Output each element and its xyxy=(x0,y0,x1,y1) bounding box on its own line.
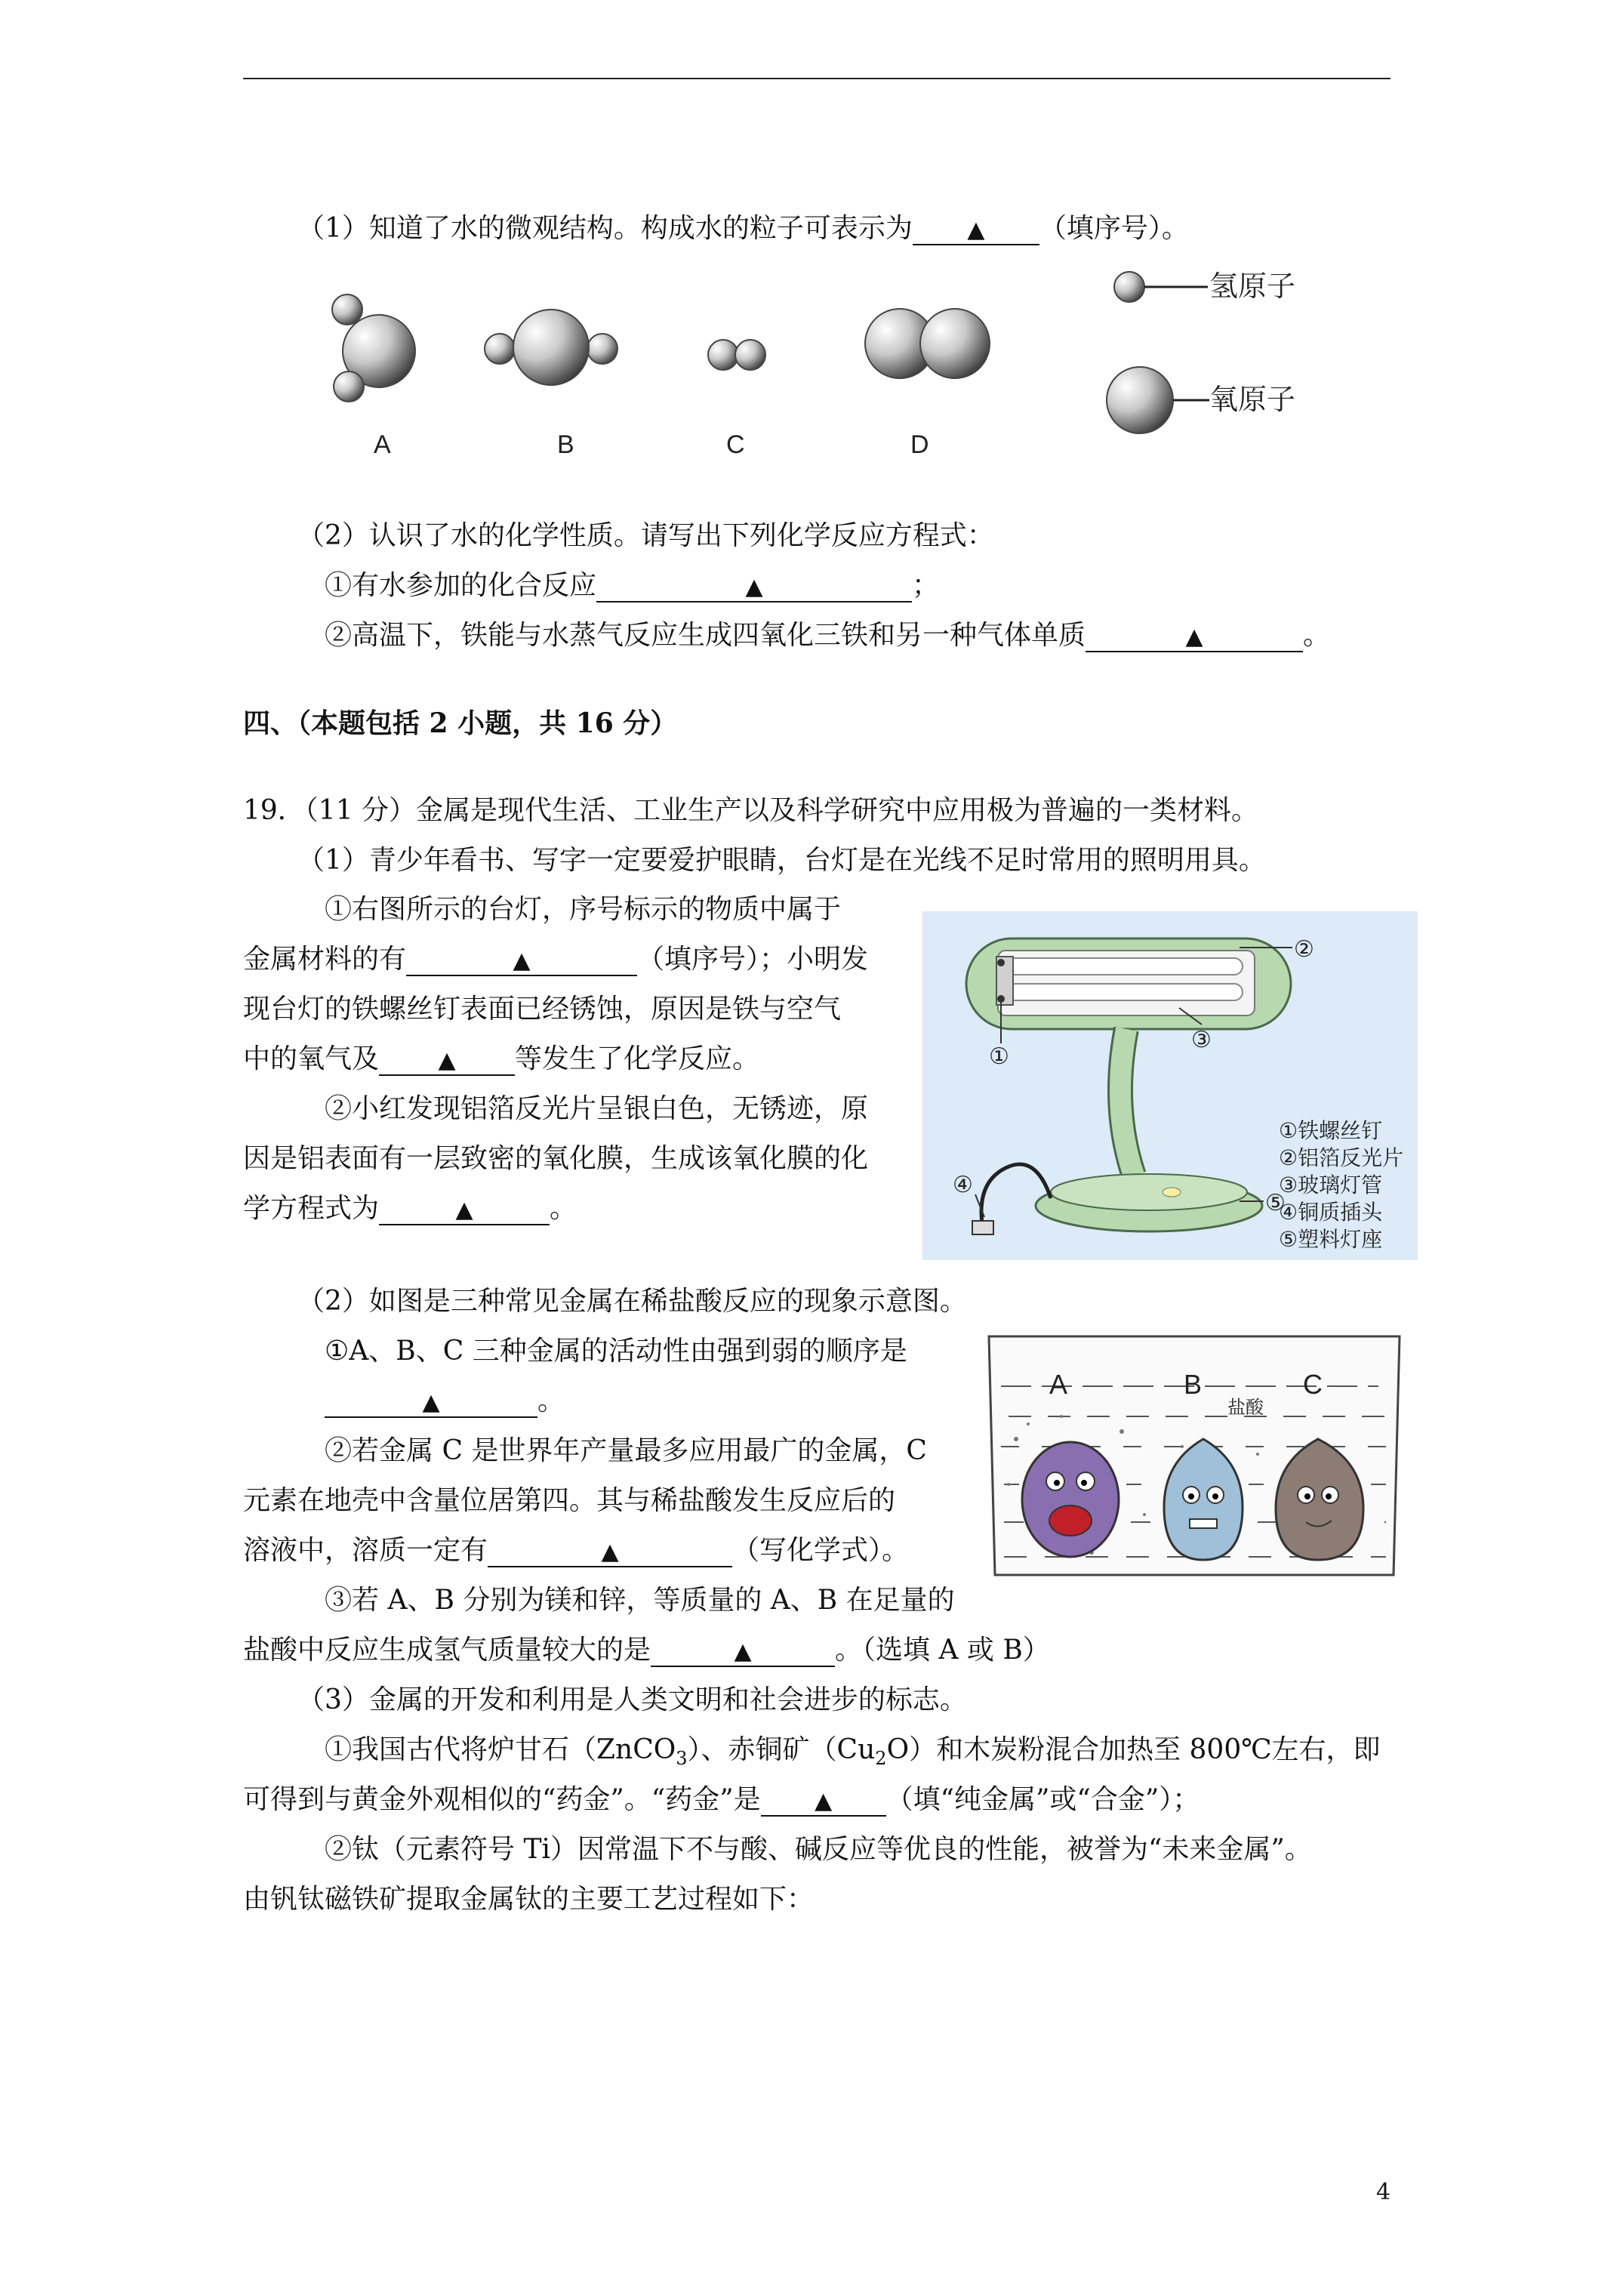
lamp-legend-5: ⑤塑料灯座 xyxy=(1279,1227,1383,1252)
q19-p2-blank-activity[interactable] xyxy=(325,1386,537,1418)
lamp-marker-4: ④ xyxy=(953,1172,973,1198)
molecule-label-b: B xyxy=(557,430,574,459)
q19-p3-l4: 由钒钛磁铁矿提取金属钛的主要工艺过程如下： xyxy=(243,1884,815,1915)
molecule-d xyxy=(865,309,990,378)
acid-liquid-label: 盐酸 xyxy=(1227,1397,1264,1418)
q19-p1-l6: 因是铝表面有一层致密的氧化膜，生成该氧化膜的化 xyxy=(243,1143,869,1174)
q19-p2-l4: 元素在地壳中含量位居第四。其与稀盐酸发生反应后的 xyxy=(243,1485,896,1516)
q18-item1-text: ①有水参加的化合反应 xyxy=(325,570,597,601)
lamp-legend-3: ③玻璃灯管 xyxy=(1279,1173,1383,1197)
acid-label-a: A xyxy=(1049,1369,1068,1400)
q19-p2-l6: ③若 A、B 分别为镁和锌，等质量的 A、B 在足量的 xyxy=(325,1585,955,1616)
legend-oxygen-label: 氧原子 xyxy=(1209,383,1296,416)
q18-part2-item2 xyxy=(325,618,1330,654)
q18-item2-blank[interactable] xyxy=(1086,621,1303,652)
header-rule xyxy=(243,78,1390,79)
q19-p1-l7-tail: 。 xyxy=(550,1193,577,1224)
q19-p3-l1-b: ）、赤铜矿（Cu xyxy=(687,1734,876,1765)
lamp-legend-2: ②铝箔反光片 xyxy=(1279,1145,1404,1170)
lamp-marker-1: ① xyxy=(989,1043,1009,1070)
q18-part2-intro: （2）认识了水的化学性质。请写出下列化学反应方程式： xyxy=(297,520,994,551)
q19-p2-l7 xyxy=(243,1632,1050,1669)
q19-p2-l2 xyxy=(325,1383,565,1419)
legend-hydrogen xyxy=(1114,270,1295,303)
metals-in-acid-drawing xyxy=(986,1333,1403,1581)
blank-triangle: ▲ xyxy=(438,1047,456,1074)
blank-triangle: ▲ xyxy=(967,217,985,243)
q19-p3-l3: ②钛（元素符号 Ti）因常温下不与酸、碱反应等优良的性能，被誉为“未来金属”。 xyxy=(325,1834,1312,1865)
blank-triangle: ▲ xyxy=(734,1638,752,1665)
lamp-marker-3: ③ xyxy=(1191,1027,1212,1053)
q19-p1-blank-rust[interactable] xyxy=(379,1044,515,1076)
q19-p3-l2-tail: （填“纯金属”或“合金”）； xyxy=(885,1784,1200,1815)
q18-part1-line xyxy=(297,211,1189,247)
molecule-a xyxy=(332,294,415,402)
q19-p1-blank-metal[interactable] xyxy=(406,945,637,976)
molecule-b xyxy=(485,310,617,385)
q19-part1-intro: （1）青少年看书、写字一定要爱护眼睛，台灯是在光线不足时常用的照明用具。 xyxy=(297,845,1266,876)
q18-item2-end: 。 xyxy=(1303,620,1331,651)
molecule-label-d: D xyxy=(910,430,929,459)
legend-oxygen xyxy=(1107,367,1295,433)
lamp-marker-2: ② xyxy=(1294,936,1314,963)
q19-p2-blank-solute[interactable] xyxy=(488,1536,732,1567)
q19-p2-l5-tail: （写化学式）。 xyxy=(732,1535,910,1566)
acid-label-b: B xyxy=(1184,1369,1203,1400)
legend-hydrogen-label: 氢原子 xyxy=(1209,270,1296,303)
blank-triangle: ▲ xyxy=(1185,624,1203,650)
q19-p1-l4-text: 中的氧气及 xyxy=(243,1043,380,1074)
q19-p1-l1: ①右图所示的台灯，序号标示的物质中属于 xyxy=(325,894,842,925)
q19-p2-l3: ②若金属 C 是世界年产量最多应用最广的金属，C xyxy=(325,1435,927,1466)
q19-p1-l7-text: 学方程式为 xyxy=(243,1193,380,1224)
q19-p2-l2-end: 。 xyxy=(537,1385,565,1416)
q18-part1-text: （1）知道了水的微观结构。构成水的粒子可表示为 xyxy=(297,213,913,244)
q19-p2-l5-text: 溶液中，溶质一定有 xyxy=(243,1535,488,1566)
q19-p3-sub-3: 3 xyxy=(676,1748,688,1770)
lamp-legend-4: ④铜质插头 xyxy=(1279,1200,1383,1225)
q19-part2-intro: （2）如图是三种常见金属在稀盐酸反应的现象示意图。 xyxy=(297,1286,967,1317)
q19-p3-l2-text: 可得到与黄金外观相似的“药金”。“药金”是 xyxy=(243,1784,761,1815)
q19-p3-l1-c: O）和木炭粉混合加热至 800℃左右，即 xyxy=(886,1734,1381,1765)
q19-p2-l1: ①A、B、C 三种金属的活动性由强到弱的顺序是 xyxy=(325,1336,907,1367)
q19-p3-sub-2: 2 xyxy=(875,1748,887,1770)
blank-triangle: ▲ xyxy=(422,1389,440,1416)
q18-part1-blank[interactable] xyxy=(913,214,1039,245)
q19-p3-l1-a: ①我国古代将炉甘石（ZnCO xyxy=(325,1734,676,1765)
q19-p3-l1 xyxy=(325,1732,1381,1777)
water-molecule-figure xyxy=(317,257,1374,483)
q19-part3-intro: （3）金属的开发和利用是人类文明和社会进步的标志。 xyxy=(297,1684,967,1715)
desk-lamp-drawing xyxy=(922,911,1418,1260)
section-heading: 四、（本题包括 2 小题，共 16 分） xyxy=(243,707,678,739)
blank-triangle: ▲ xyxy=(455,1197,473,1223)
molecule-c xyxy=(708,340,765,370)
q19-p3-blank-alloy[interactable] xyxy=(761,1785,886,1817)
q19-p1-l3: 现台灯的铁螺丝钉表面已经锈蚀，原因是铁与空气 xyxy=(243,994,842,1025)
metals-in-acid-figure xyxy=(986,1333,1403,1581)
q19-p1-l5: ②小红发现铝箔反光片呈银白色，无锈迹，原 xyxy=(325,1093,869,1124)
q18-item1-end: ； xyxy=(912,570,940,601)
blank-triangle: ▲ xyxy=(601,1539,619,1565)
molecule-label-a: A xyxy=(374,430,391,459)
molecule-label-c: C xyxy=(726,430,745,459)
q19-p2-blank-hydrogen[interactable] xyxy=(651,1635,835,1667)
blank-triangle: ▲ xyxy=(513,948,531,974)
q18-part1-tail: （填序号）。 xyxy=(1039,213,1189,244)
q19-p1-l4-tail: 等发生了化学反应。 xyxy=(515,1043,760,1074)
q19-p1-l2 xyxy=(243,942,868,978)
lamp-marker-5: ⑤ xyxy=(1265,1190,1286,1216)
q19-p2-l7-text: 盐酸中反应生成氢气质量较大的是 xyxy=(243,1635,651,1666)
q19-p1-l2-text: 金属材料的有 xyxy=(243,944,407,975)
q18-item1-blank[interactable] xyxy=(596,571,912,603)
q18-item2-text: ②高温下，铁能与水蒸气反应生成四氧化三铁和另一种气体单质 xyxy=(325,620,1086,651)
q19-p1-l4 xyxy=(243,1041,759,1077)
q19-p1-l2-tail: （填序号）；小明发 xyxy=(637,944,869,975)
q19-p3-l2 xyxy=(243,1782,1200,1818)
page-number: 4 xyxy=(1376,2179,1391,2205)
lamp-legend-1: ①铁螺丝钉 xyxy=(1279,1118,1383,1143)
metal-a-character xyxy=(1022,1442,1119,1557)
q19-intro: 19．（11 分）金属是现代生活、工业生产以及科学研究中应用极为普遍的一类材料。 xyxy=(243,795,1259,826)
acid-label-c: C xyxy=(1303,1369,1323,1400)
blank-triangle: ▲ xyxy=(745,574,763,600)
blank-triangle: ▲ xyxy=(815,1788,833,1814)
q19-p1-l7 xyxy=(243,1191,577,1227)
q19-p2-l5 xyxy=(243,1533,909,1569)
q19-p1-blank-equation[interactable] xyxy=(379,1194,550,1225)
desk-lamp-figure xyxy=(922,911,1418,1260)
q19-p2-l7-tail: 。（选填 A 或 B） xyxy=(835,1635,1050,1666)
q18-part2-item1 xyxy=(325,568,939,604)
